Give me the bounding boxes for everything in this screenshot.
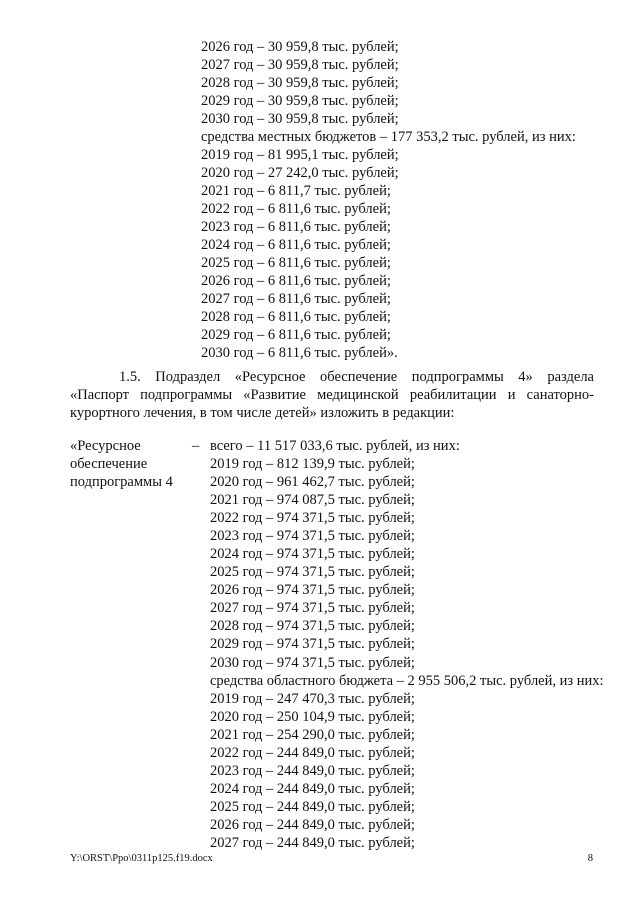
list-item: 2029 год – 30 959,8 тыс. рублей; xyxy=(201,93,399,109)
list-item: 2027 год – 30 959,8 тыс. рублей; xyxy=(201,57,399,73)
list-item: 2023 год – 974 371,5 тыс. рублей; xyxy=(210,528,415,545)
list-item: 2025 год – 244 849,0 тыс. рублей; xyxy=(210,798,415,815)
list-item: 2019 год – 812 139,9 тыс. рублей; xyxy=(210,456,415,472)
list-item: 2030 год – 30 959,8 тыс. рублей; xyxy=(201,111,399,127)
list-item: 2027 год – 244 849,0 тыс. рублей; xyxy=(210,834,415,851)
page-number: 8 xyxy=(587,853,593,864)
resource-label xyxy=(70,437,173,491)
separator-dash: – xyxy=(192,438,200,454)
list-item: 2019 год – 247 470,3 тыс. рублей; xyxy=(210,690,415,707)
list-item: 2029 год – 6 811,6 тыс. рублей; xyxy=(201,327,391,343)
list-item: 2022 год – 974 371,5 тыс. рублей; xyxy=(210,510,415,527)
list-item: 2021 год – 6 811,7 тыс. рублей; xyxy=(201,183,391,199)
total-amount: всего – 11 517 033,6 тыс. рублей, из них: xyxy=(210,438,460,454)
list-item: 2025 год – 974 371,5 тыс. рублей; xyxy=(210,564,415,581)
paragraph-line: курортного лечения, в том числе детей» изложить в редакции: xyxy=(70,405,455,421)
list-item: 2021 год – 254 290,0 тыс. рублей; xyxy=(210,726,415,743)
list-item: 2021 год – 974 087,5 тыс. рублей; xyxy=(210,492,415,509)
list-item: 2028 год – 6 811,6 тыс. рублей; xyxy=(201,309,391,325)
list-item: 2026 год – 244 849,0 тыс. рублей; xyxy=(210,816,415,833)
list-item: 2024 год – 244 849,0 тыс. рублей; xyxy=(210,780,415,797)
list-item: 2030 год – 6 811,6 тыс. рублей». xyxy=(201,345,398,361)
list-item: 2023 год – 6 811,6 тыс. рублей; xyxy=(201,219,391,235)
bottom-funding-list xyxy=(210,455,604,852)
list-item: средства местных бюджетов – 177 353,2 тыс. рублей, из них: xyxy=(201,129,576,145)
list-item: 2020 год – 250 104,9 тыс. рублей; xyxy=(210,708,415,725)
paragraph-line: «Паспорт подпрограммы «Развитие медицинской реабилитации и санаторно- xyxy=(70,387,594,403)
label-line: подпрограммы 4 xyxy=(70,474,173,490)
list-item: 2026 год – 30 959,8 тыс. рублей; xyxy=(201,39,399,55)
list-item: 2020 год – 961 462,7 тыс. рублей; xyxy=(210,474,415,491)
list-item: средства областного бюджета – 2 955 506,2 тыс. рублей, из них: xyxy=(210,672,604,689)
list-item: 2027 год – 974 371,5 тыс. рублей; xyxy=(210,600,415,617)
list-item: 2028 год – 30 959,8 тыс. рублей; xyxy=(201,75,399,91)
list-item: 2026 год – 974 371,5 тыс. рублей; xyxy=(210,582,415,599)
list-item: 2028 год – 974 371,5 тыс. рублей; xyxy=(210,618,415,635)
list-item: 2022 год – 6 811,6 тыс. рублей; xyxy=(201,201,391,217)
paragraph-line: 1.5. Подраздел «Ресурсное обеспечение подпрограммы 4» раздела xyxy=(119,369,594,385)
amendment-paragraph xyxy=(70,368,594,422)
list-item: 2022 год – 244 849,0 тыс. рублей; xyxy=(210,744,415,761)
list-item: 2027 год – 6 811,6 тыс. рублей; xyxy=(201,291,391,307)
list-item: 2023 год – 244 849,0 тыс. рублей; xyxy=(210,762,415,779)
top-funding-list xyxy=(201,38,576,362)
list-item: 2025 год – 6 811,6 тыс. рублей; xyxy=(201,255,391,271)
list-item: 2026 год – 6 811,6 тыс. рублей; xyxy=(201,273,391,289)
footer-file-path: Y:\ORST\Ppo\0311p125.f19.docx xyxy=(70,853,213,864)
list-item: 2024 год – 974 371,5 тыс. рублей; xyxy=(210,546,415,563)
list-item: 2030 год – 974 371,5 тыс. рублей; xyxy=(210,654,415,671)
label-line: обеспечение xyxy=(70,456,148,472)
list-item: 2019 год – 81 995,1 тыс. рублей; xyxy=(201,147,399,163)
list-item: 2024 год – 6 811,6 тыс. рублей; xyxy=(201,237,391,253)
list-item: 2029 год – 974 371,5 тыс. рублей; xyxy=(210,636,415,653)
list-item: 2020 год – 27 242,0 тыс. рублей; xyxy=(201,165,399,181)
label-line: «Ресурсное xyxy=(70,438,141,454)
